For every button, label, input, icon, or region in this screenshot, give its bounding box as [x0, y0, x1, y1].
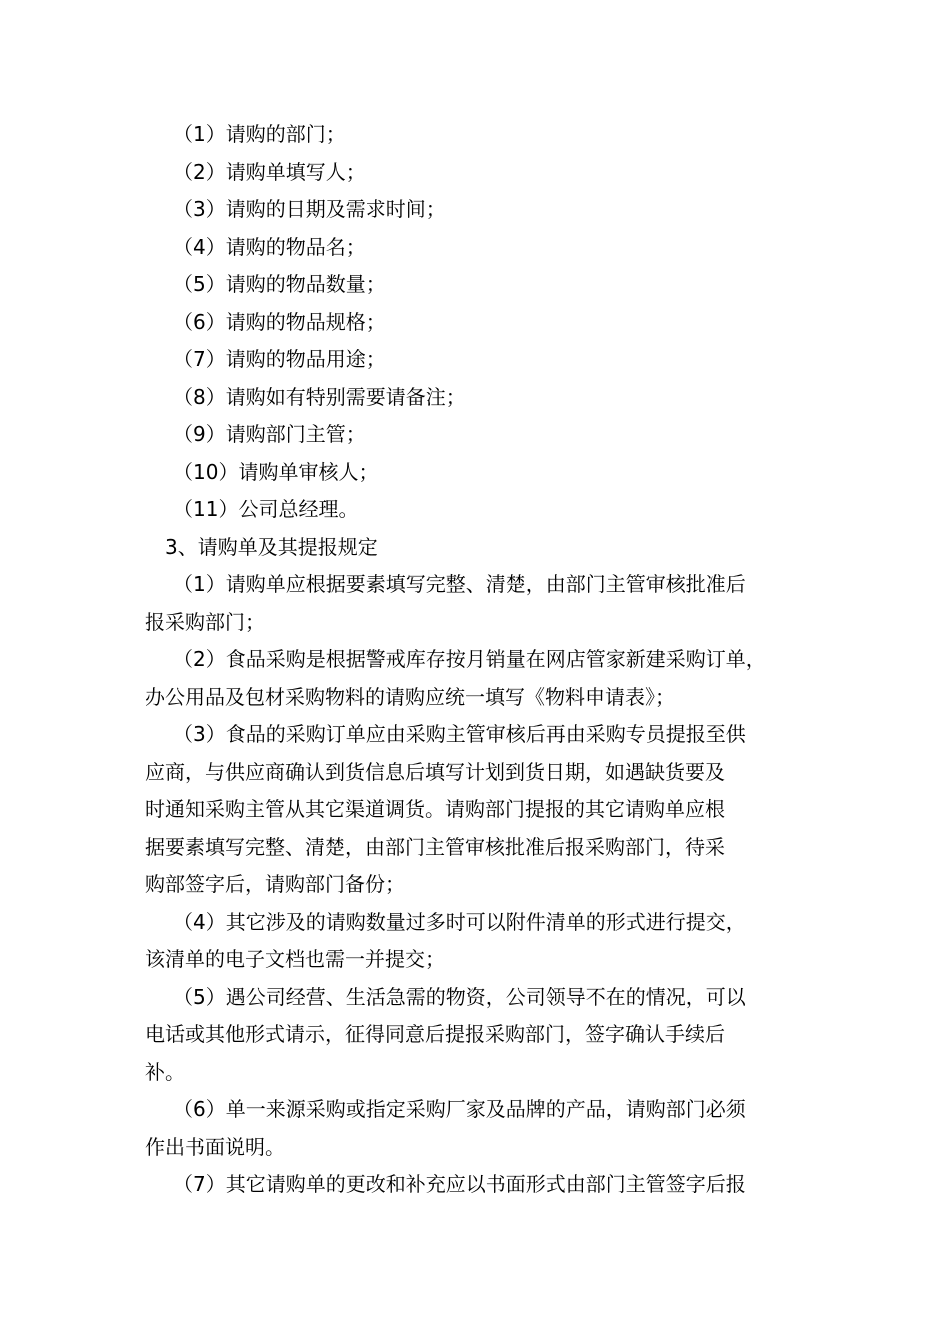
paragraph-7 [145, 1166, 813, 1204]
paragraph-line: 该清单的电子文档也需一并提交； [145, 947, 445, 971]
paragraph-line: 应商，与供应商确认到货信息后填写计划到货日期，如遇缺货要及 [145, 759, 725, 784]
paragraph-line: （5）遇公司经营、生活急需的物资，公司领导不在的情况，可以 [173, 984, 746, 1009]
paragraph-line: 电话或其他形式请示，征得同意后提报采购部门，签字确认手续后 [145, 1022, 725, 1046]
paragraph-line: （6）单一来源采购或指定采购厂家及品牌的产品，请购部门必须 [173, 1097, 746, 1121]
paragraph-1 [145, 566, 813, 641]
list-item: （5）请购的物品数量； [173, 272, 386, 296]
paragraph-line: （1）请购单应根据要素填写完整、清楚，由部门主管审核批准后 [173, 572, 746, 596]
list-item: （2）请购单填写人； [173, 159, 366, 184]
list-item: （1）请购的部门； [173, 122, 346, 146]
paragraph-5 [145, 979, 813, 1092]
paragraph-line: 办公用品及包材采购物料的请购应统一填写《物料申请表》； [145, 684, 675, 709]
paragraph-6 [145, 1091, 813, 1166]
list-item: （10）请购单审核人； [173, 459, 379, 484]
paragraph-line: 补。 [145, 1059, 185, 1084]
paragraph-line: （4）其它涉及的请购数量过多时可以附件清单的形式进行提交， [173, 909, 746, 934]
paragraph-4 [145, 904, 813, 979]
paragraph-line: （7）其它请购单的更改和补充应以书面形式由部门主管签字后报 [173, 1172, 746, 1196]
paragraph-line: 作出书面说明。 [145, 1134, 285, 1159]
list-item: （4）请购的物品名； [173, 234, 366, 259]
list-item: （7）请购的物品用途； [173, 347, 386, 371]
document-body [145, 116, 813, 1204]
paragraph-line: （2）食品采购是根据警戒库存按月销量在网店管家新建采购订单， [173, 647, 766, 671]
list-item: （11）公司总经理。 [173, 497, 359, 521]
list-item: （6）请购的物品规格； [173, 309, 386, 334]
paragraph-line: 据要素填写完整、清楚，由部门主管审核批准后报采购部门，待采 [145, 834, 725, 859]
paragraph-line: 报采购部门； [145, 609, 265, 634]
paragraph-line: （3）食品的采购订单应由采购主管审核后再由采购专员提报至供 [173, 722, 746, 746]
list-item: （3）请购的日期及需求时间； [173, 197, 446, 221]
paragraph-2 [145, 641, 813, 716]
list-item: （9）请购部门主管； [173, 422, 366, 446]
paragraph-line: 时通知采购主管从其它渠道调货。请购部门提报的其它请购单应根 [145, 797, 725, 821]
section-heading: 3、请购单及其提报规定 [165, 534, 378, 559]
list-item: （8）请购如有特别需要请备注； [173, 384, 466, 409]
paragraph-3 [145, 716, 813, 904]
paragraph-line: 购部签字后，请购部门备份； [145, 872, 405, 896]
